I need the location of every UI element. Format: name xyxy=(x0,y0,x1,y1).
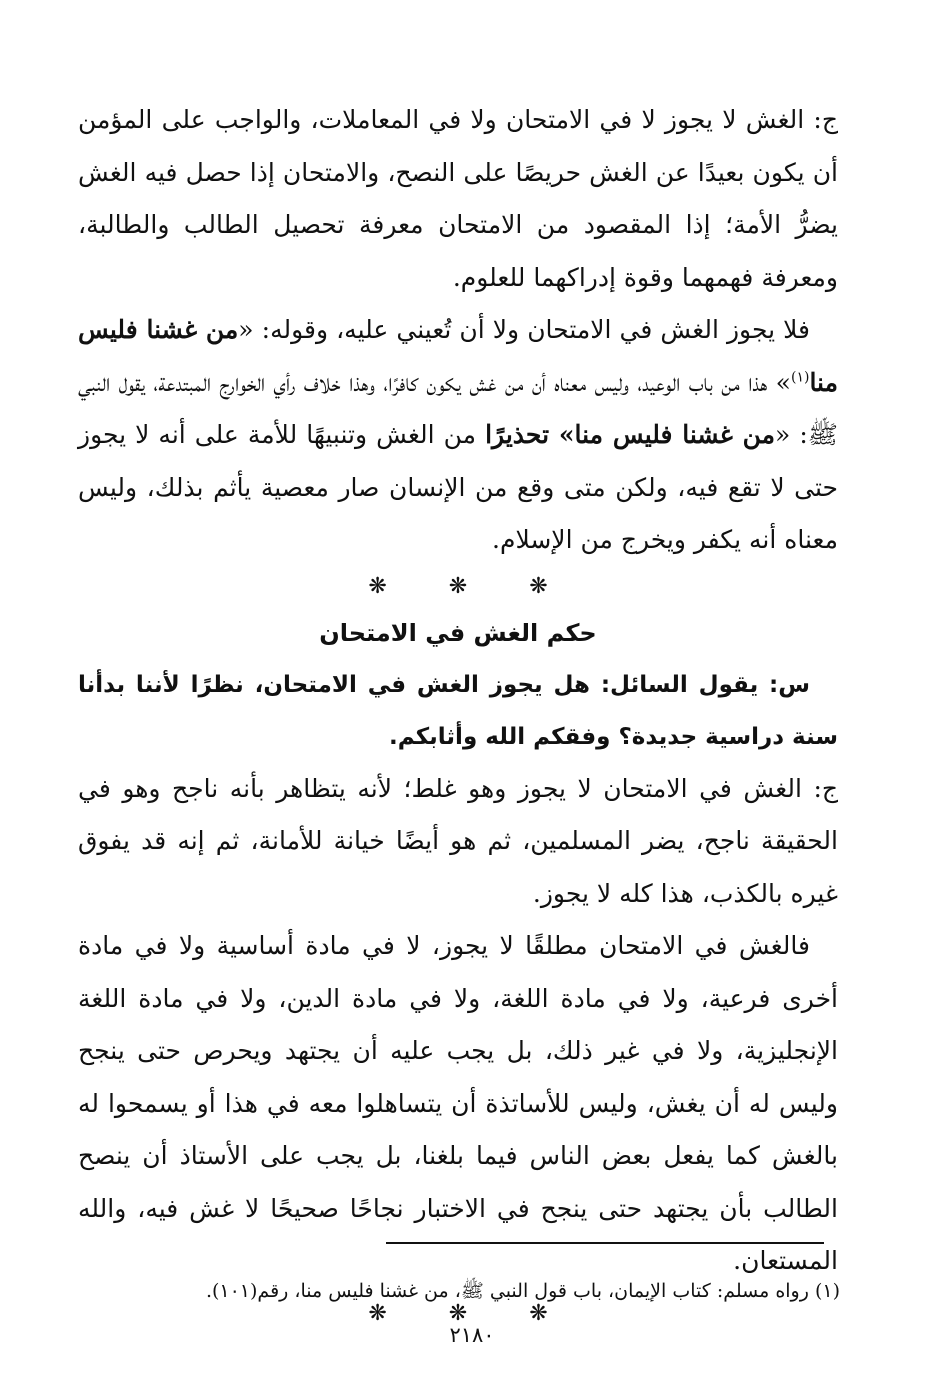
answer-paragraph-1 xyxy=(78,94,838,304)
ruling-outro-bold: » تحذيرًا xyxy=(485,420,575,449)
footnote: (١) رواه مسلم: كتاب الإيمان، باب قول النبي ﷺ، من غشنا فليس منا، رقم(١٠١). xyxy=(205,1280,840,1302)
separator-star-icon: ❋ xyxy=(529,573,548,599)
separator-star-icon: ❋ xyxy=(368,573,387,599)
ruling-outro: من الغش وتنبيهًا للأمة على أنه لا يجوز حتى لا تقع فيه، ولكن متى وقع من الإنسان صار معصية يأثم بذلك، وليس معناه أنه يكفر ويخرج من الإسلام. xyxy=(78,420,838,554)
separator-star-icon: ❋ xyxy=(368,1300,387,1326)
footnote-divider xyxy=(386,1242,824,1244)
hadith-quote-1: من غشنا فليس منا xyxy=(78,315,838,397)
ruling-intro: فلا يجوز الغش في الامتحان ولا أن تُعيني عليه، وقوله: « xyxy=(238,315,810,344)
answer-1-text: ج: الغش لا يجوز لا في الامتحان ولا في المعاملات، والواجب على المؤمن أن يكون بعيدًا عن الغش حريصًا على النصح، والامتحان إذا حصل فيه الغش يضرُّ الأمة؛ إذا المقصود من الامتحان معرفة تحصيل الطالب والطالبة، ومعرفة فهمهما وقوة إدراكهما للعلوم. xyxy=(78,105,838,292)
footnote-reference[interactable]: (١) xyxy=(790,369,810,386)
separator-star-icon: ❋ xyxy=(448,573,468,599)
section-separator-1 xyxy=(78,567,838,607)
question-paragraph: س: يقول السائل: هل يجوز الغش في الامتحان، نظرًا لأننا بدأنا سنة دراسية جديدة؟ وفقكم الله وأثابكم. xyxy=(78,671,838,750)
detail-paragraph: فالغش في الامتحان مطلقًا لا يجوز، لا في مادة أساسية ولا في مادة أخرى فرعية، ولا في مادة اللغة، ولا في مادة الدين، ولا في مادة اللغة الإنجليزية، ولا في غير ذلك، بل يجب عليه أن يجتهد ويحرص حتى ينجح وليس له أن يغش، وليس للأساتذة أن يتساهلوا معه في هذا أو يسمحوا له بالغش كما يفعل بعض الناس فيما بلغنا، بل يجب على الأستاذ أن ينصح الطالب بأن يجتهد حتى ينجح في الاختبار نجاحًا صحيحًا لا غش فيه، والله المستعان. xyxy=(78,931,838,1275)
ruling-paragraph xyxy=(78,304,838,567)
hadith-quote-2: من غشنا فليس منا xyxy=(574,420,776,449)
section-heading: حكم الغش في الامتحان xyxy=(319,618,597,647)
page-number: ٢١٨٠ xyxy=(449,1323,495,1347)
page-body xyxy=(78,94,838,1334)
separator-star-icon: ❋ xyxy=(529,1300,548,1326)
ruling-middle: » هذا من باب الوعيد، وليس معناه أن من غش يكون كافرًا، وهذا خلاف رأي الخوارج المبتدعة، يقول النبي ﷺ: « xyxy=(78,367,839,449)
separator-star-icon: ❋ xyxy=(448,1300,468,1326)
answer-paragraph-2: ج: الغش في الامتحان لا يجوز وهو غلط؛ لأنه يتظاهر بأنه ناجح وهو في الحقيقة ناجح، يضر المسلمين، ثم هو أيضًا خيانة للأمانة، ثم إنه قد يفوق غيره بالكذب، هذا كله لا يجوز. xyxy=(78,773,838,908)
